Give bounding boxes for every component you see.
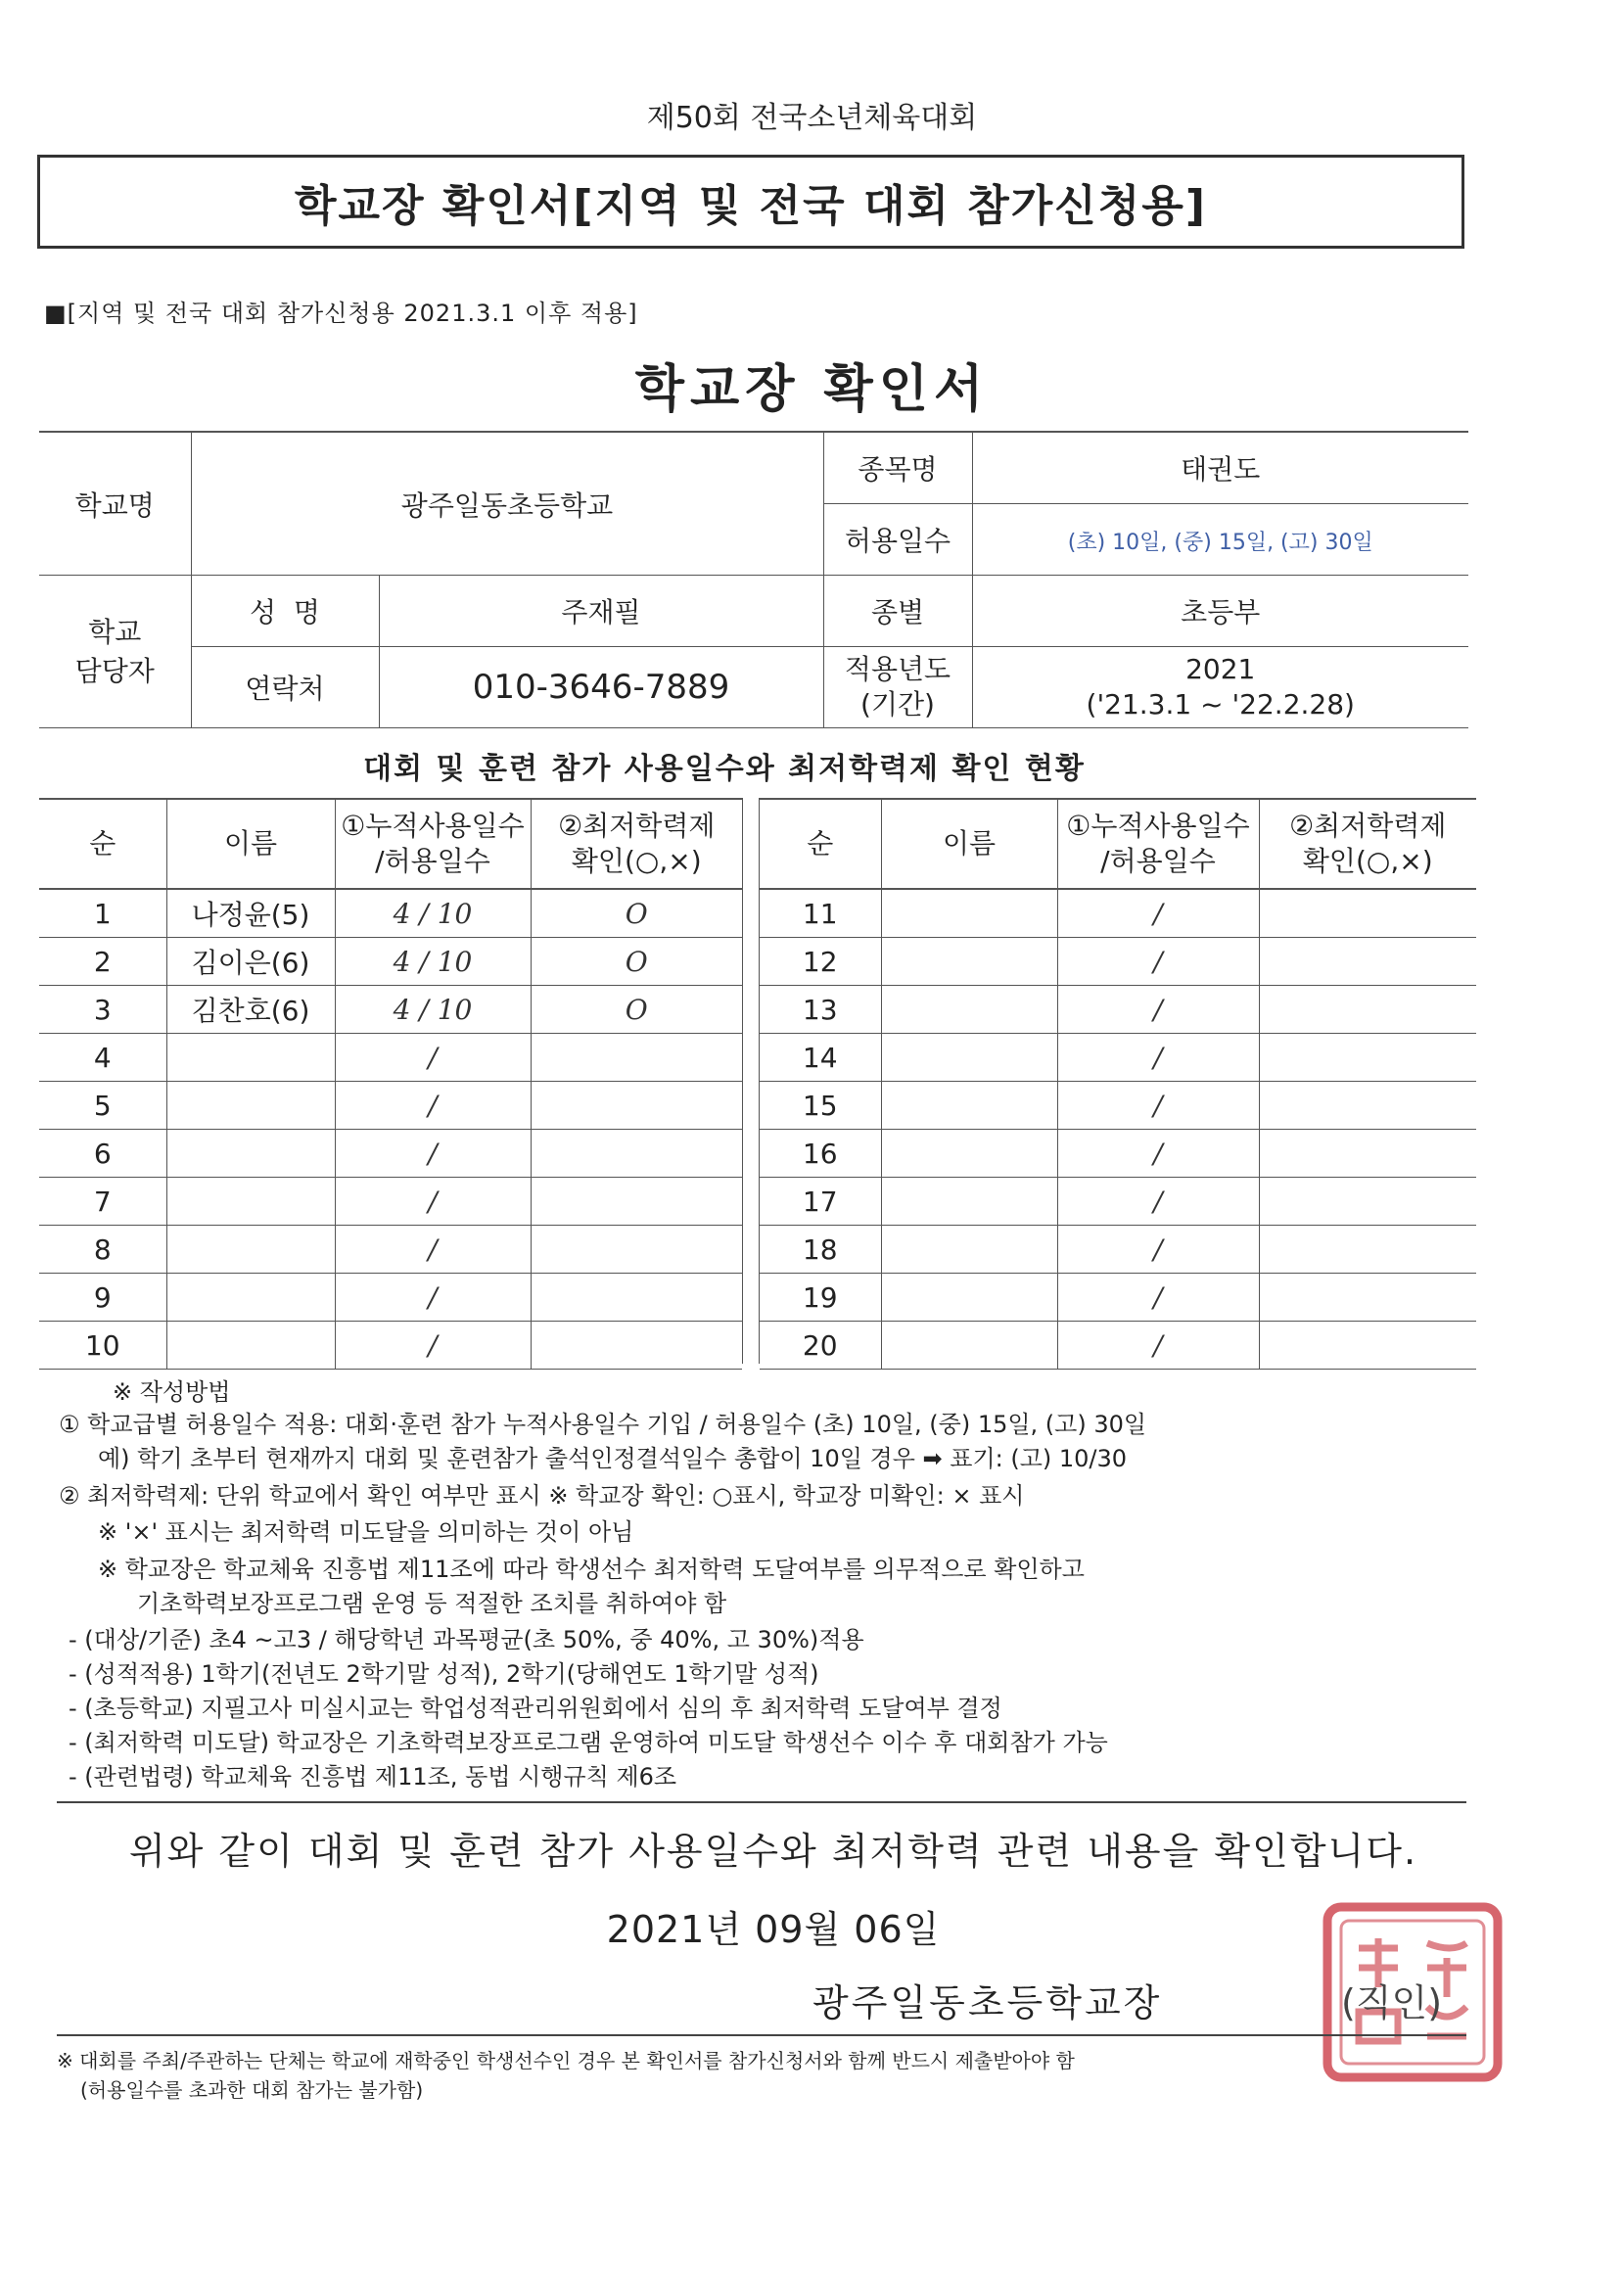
col-min-line2: 확인(○,×)	[571, 845, 702, 877]
col-min-line1: ②최저학력제	[558, 809, 716, 842]
row-days: /	[1057, 889, 1259, 938]
table-row	[39, 1274, 742, 1322]
row-name	[166, 1034, 335, 1082]
row-days: /	[335, 1130, 531, 1178]
category-value: 초등부	[972, 576, 1468, 647]
row-no: 20	[760, 1322, 881, 1370]
event-name: 제50회 전국소년체육대회	[646, 101, 978, 135]
method-line-11: - (관련법령) 학교체육 진흥법 제11조, 동법 시행규칙 제6조	[69, 1763, 677, 1791]
row-name: 김이은(6)	[166, 938, 335, 986]
table-row	[39, 1034, 742, 1082]
row-days: 4 / 10	[335, 889, 531, 938]
row-no: 8	[39, 1226, 166, 1274]
row-check	[531, 1274, 742, 1322]
row-name	[881, 1322, 1057, 1370]
row-name	[881, 889, 1057, 938]
row-days: /	[1057, 938, 1259, 986]
row-days: /	[335, 1034, 531, 1082]
row-check	[1259, 938, 1476, 986]
col-min	[531, 799, 742, 889]
col-min	[1259, 799, 1476, 889]
table-splitter	[742, 798, 760, 1364]
row-check	[1259, 1082, 1476, 1130]
row-days: /	[1057, 1322, 1259, 1370]
col-days-line1: ①누적사용일수	[341, 809, 525, 842]
method-divider	[57, 1801, 1466, 1803]
table-row	[39, 1130, 742, 1178]
row-days: /	[335, 1274, 531, 1322]
col-days-line1: ①누적사용일수	[1066, 809, 1250, 842]
row-no: 13	[760, 986, 881, 1034]
table-row	[39, 1082, 742, 1130]
table-row	[39, 1178, 742, 1226]
issue-date: 2021년 09월 06일	[606, 1908, 941, 1951]
left-rows	[39, 889, 742, 1370]
method-line-8: - (성적적용) 1학기(전년도 2학기말 성적), 2학기(당해연도 1학기말 성적)	[69, 1660, 819, 1688]
row-check	[1259, 889, 1476, 938]
footer-line-2: (허용일수를 초과한 대회 참가는 불가함)	[80, 2078, 424, 2102]
row-name	[881, 1274, 1057, 1322]
row-days: 4 / 10	[335, 938, 531, 986]
row-check	[1259, 1274, 1476, 1322]
method-line-6: 기초학력보장프로그램 운영 등 적절한 조치를 취하여야 함	[137, 1590, 727, 1617]
row-days: /	[1057, 1082, 1259, 1130]
row-name	[881, 986, 1057, 1034]
col-no: 순	[39, 799, 166, 889]
table-row	[760, 1274, 1476, 1322]
row-name: 나정윤(5)	[166, 889, 335, 938]
col-days	[335, 799, 531, 889]
usage-table-left	[39, 798, 742, 1370]
row-check	[531, 1178, 742, 1226]
row-name	[881, 1034, 1057, 1082]
application-note: ■[지역 및 전국 대회 참가신청용 2021.3.1 이후 적용]	[44, 300, 638, 327]
row-no: 9	[39, 1274, 166, 1322]
row-check	[531, 1034, 742, 1082]
row-check: O	[531, 938, 742, 986]
table-row	[760, 1082, 1476, 1130]
row-check	[1259, 1034, 1476, 1082]
col-min-line2: 확인(○,×)	[1302, 845, 1433, 877]
usage-table-right	[760, 798, 1476, 1370]
row-check	[531, 1082, 742, 1130]
table-row	[39, 986, 742, 1034]
col-name: 이름	[881, 799, 1057, 889]
row-days: /	[335, 1082, 531, 1130]
year-value: 2021	[1185, 652, 1256, 685]
col-days-line2: /허용일수	[1100, 845, 1216, 877]
row-name	[166, 1082, 335, 1130]
row-days: /	[1057, 1274, 1259, 1322]
col-min-line1: ②최저학력제	[1289, 809, 1447, 842]
col-no: 순	[760, 799, 881, 889]
method-line-1: ① 학교급별 허용일수 적용: 대회·훈련 참가 누적사용일수 기입 / 허용일수 (초) 10일, (중) 15일, (고) 30일	[59, 1411, 1147, 1438]
col-days-line2: /허용일수	[375, 845, 490, 877]
table-row	[39, 1226, 742, 1274]
table-row	[760, 938, 1476, 986]
row-no: 3	[39, 986, 166, 1034]
main-heading: 학교장 확인서	[634, 360, 990, 419]
method-line-10: - (최저학력 미도달) 학교장은 기초학력보장프로그램 운영하여 미도달 학생선수 이수 후 대회참가 가능	[69, 1729, 1108, 1756]
row-no: 11	[760, 889, 881, 938]
row-no: 4	[39, 1034, 166, 1082]
row-name	[881, 1226, 1057, 1274]
table-row	[760, 1034, 1476, 1082]
seal-label: (직인)	[1341, 1981, 1443, 2024]
method-title: ※ 작성방법	[113, 1378, 231, 1406]
section-title: 대회 및 훈련 참가 사용일수와 최저학력제 확인 현황	[363, 752, 1086, 786]
row-name	[166, 1226, 335, 1274]
school-label: 학교명	[39, 432, 191, 576]
boxed-title	[37, 155, 1464, 249]
row-no: 1	[39, 889, 166, 938]
table-row	[39, 1322, 742, 1370]
period-value: ('21.3.1 ~ '22.2.28)	[1086, 688, 1355, 721]
method-line-7: - (대상/기준) 초4 ~고3 / 해당학년 과목평균(초 50%, 중 40%, 고 30%)적용	[69, 1626, 864, 1653]
table-row	[39, 889, 742, 938]
year-label: 적용년도 (기간)	[823, 647, 972, 728]
row-name	[881, 1130, 1057, 1178]
method-line-2: 예) 학기 초부터 현재까지 대회 및 훈련참가 출석인정결석일수 총합이 10일 경우 ➡ 표기: (고) 10/30	[98, 1445, 1128, 1472]
signer-name: 광주일동초등학교장	[812, 1981, 1163, 2024]
row-check	[1259, 1322, 1476, 1370]
row-no: 6	[39, 1130, 166, 1178]
allowed-days-text: (초) 10일, (중) 15일, (고) 30일	[1067, 530, 1373, 555]
allowed-days-label: 허용일수	[823, 504, 972, 576]
name-label: 성 명	[191, 576, 379, 647]
row-check	[531, 1322, 742, 1370]
table-row	[760, 986, 1476, 1034]
row-no: 2	[39, 938, 166, 986]
col-days	[1057, 799, 1259, 889]
row-no: 17	[760, 1178, 881, 1226]
method-line-9: - (초등학교) 지필고사 미실시교는 학업성적관리위원회에서 심의 후 최저학력 도달여부 결정	[69, 1695, 1002, 1722]
row-check: O	[531, 889, 742, 938]
table-row	[760, 1322, 1476, 1370]
row-no: 15	[760, 1082, 881, 1130]
row-check	[1259, 986, 1476, 1034]
row-name	[166, 1178, 335, 1226]
row-check	[1259, 1178, 1476, 1226]
right-rows	[760, 889, 1476, 1370]
row-name	[881, 1178, 1057, 1226]
row-days: /	[1057, 1034, 1259, 1082]
row-days: /	[1057, 986, 1259, 1034]
table-row	[760, 1226, 1476, 1274]
row-name	[881, 938, 1057, 986]
row-days: /	[335, 1322, 531, 1370]
row-name	[166, 1274, 335, 1322]
row-check	[1259, 1226, 1476, 1274]
row-name: 김찬호(6)	[166, 986, 335, 1034]
contact-value: 010-3646-7889	[379, 647, 823, 728]
row-no: 19	[760, 1274, 881, 1322]
table-row	[760, 1178, 1476, 1226]
table-row	[760, 889, 1476, 938]
method-line-4: ※ '×' 표시는 최저학력 미도달을 의미하는 것이 아님	[98, 1518, 634, 1546]
row-no: 14	[760, 1034, 881, 1082]
row-days: 4 / 10	[335, 986, 531, 1034]
row-no: 18	[760, 1226, 881, 1274]
confirmation-text: 위와 같이 대회 및 훈련 참가 사용일수와 최저학력 관련 내용을 확인합니다.	[128, 1830, 1418, 1873]
footer-line-1: ※ 대회를 주최/주관하는 단체는 학교에 재학중인 학생선수인 경우 본 확인서를 참가신청서와 함께 반드시 제출받아야 함	[57, 2049, 1075, 2072]
category-label: 종별	[823, 576, 972, 647]
boxed-title-text: 학교장 확인서[지역 및 전국 대회 참가신청용]	[295, 181, 1207, 231]
row-no: 7	[39, 1178, 166, 1226]
year-cell	[972, 647, 1468, 728]
row-no: 10	[39, 1322, 166, 1370]
row-name	[166, 1130, 335, 1178]
method-line-5: ※ 학교장은 학교체육 진흥법 제11조에 따라 학생선수 최저학력 도달여부를 의무적으로 확인하고	[98, 1556, 1085, 1583]
row-check: O	[531, 986, 742, 1034]
row-days: /	[335, 1178, 531, 1226]
manager-label: 학교 담당자	[39, 576, 191, 728]
allowed-days-value	[972, 504, 1468, 576]
contact-label: 연락처	[191, 647, 379, 728]
row-days: /	[335, 1226, 531, 1274]
name-value: 주재필	[379, 576, 823, 647]
sport-value: 태권도	[972, 432, 1468, 504]
sport-label: 종목명	[823, 432, 972, 504]
row-check	[1259, 1130, 1476, 1178]
row-days: /	[1057, 1178, 1259, 1226]
row-no: 12	[760, 938, 881, 986]
method-line-3: ② 최저학력제: 단위 학교에서 확인 여부만 표시 ※ 학교장 확인: ○표시, 학교장 미확인: × 표시	[59, 1482, 1025, 1510]
school-value: 광주일동초등학교	[191, 432, 823, 576]
row-name	[881, 1082, 1057, 1130]
row-no: 16	[760, 1130, 881, 1178]
col-name: 이름	[166, 799, 335, 889]
row-days: /	[1057, 1130, 1259, 1178]
table-row	[39, 938, 742, 986]
table-row	[760, 1130, 1476, 1178]
info-table	[39, 431, 1468, 728]
footer-note	[57, 2034, 1466, 2105]
row-name	[166, 1322, 335, 1370]
row-check	[531, 1130, 742, 1178]
row-no: 5	[39, 1082, 166, 1130]
row-days: /	[1057, 1226, 1259, 1274]
row-check	[531, 1226, 742, 1274]
